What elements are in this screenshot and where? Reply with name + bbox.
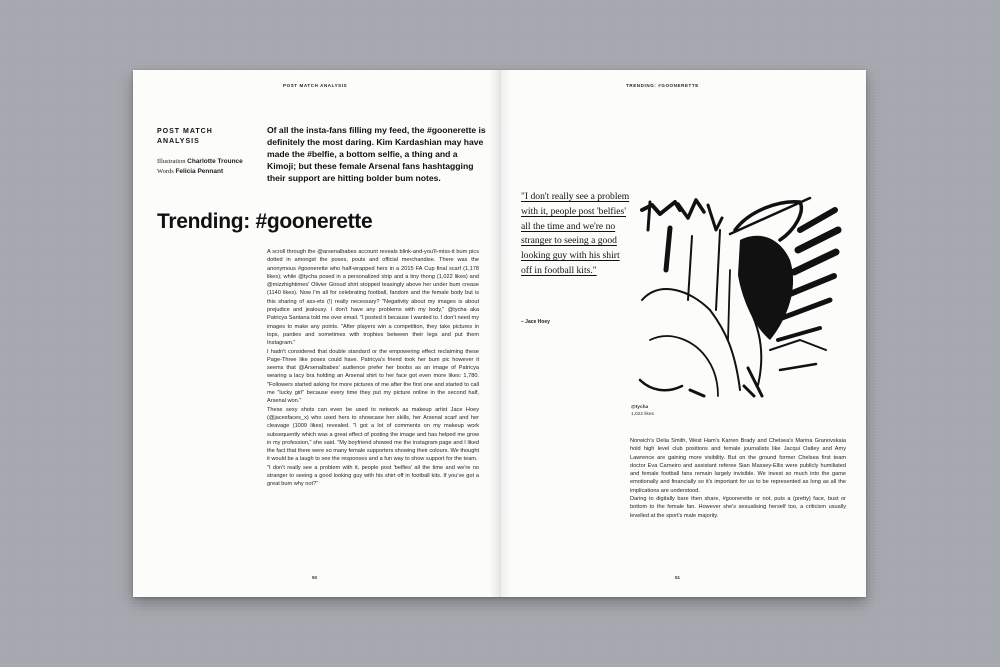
section-label: POST MATCH ANALYSIS bbox=[157, 128, 213, 145]
pull-quote-text: "I don't really see a problem with it, people post 'belfies' all the time and we're no stranger to seeing a good looking guy with his shirt off in football kits." bbox=[521, 191, 630, 276]
running-head-right: TRENDING: #GOONERETTE bbox=[626, 83, 699, 88]
page-number-right: 51 bbox=[675, 575, 681, 580]
body-paragraph: These sexy shots can even be used to network as makeup artist Jace Hoey (@jacesfaces_x) who used hers to showcase her skills, her Arsenal scarf and her cleavage (1009 likes) revealed. "I got a lot of comments on my makeup work subsequently which was a great effect of posting the image and has helped me grow in my profession," she said. "My boyfriend showed me the instagram page and I liked the fact that there were so many female supporters showing their colours. We thought it would be a laugh to see the responses and a fun way to show support for the team. bbox=[267, 406, 479, 463]
body-paragraph: Daring to digitally bare then share, #goonerette or not, puts a (pretty) face, bust or bottom to the female fan. However she's sexualising herself too, a criticism usually levelled at the sport's male majority. bbox=[630, 496, 846, 519]
brush-illustration bbox=[630, 190, 842, 400]
words-credit bbox=[157, 167, 243, 177]
writer-name: Felicia Pennant bbox=[175, 168, 224, 175]
quote-attribution: – Jace Hoey bbox=[521, 319, 550, 325]
right-page bbox=[499, 70, 866, 597]
spine-gutter bbox=[489, 70, 511, 597]
magazine-spread bbox=[133, 70, 866, 597]
left-body-column bbox=[267, 248, 479, 489]
body-paragraph: A scroll through the @arsenalbabes account reveals blink-and-you'll-miss-it bum pics dotted in amongst the poses, pouts and official merchandise. There was the anonymous #goonerette who half-wrapped hers in a 2015 FA Cup final scarf (1,178 likes); while @tycha posed in a personalized strip and a tiny thong (1,022 likes) and @mizzhightimes' Olivier Giroud shirt stopped teasingly above her under bum crease (1140 likes). Now I'm all for celebrating football, fandom and the female body but is this sharing of ass-ets (!) really necessary? "Negativity about my images is about prejudice and jealousy. I don't have any problems with my body," @tycha aka Patricya Santana told me over email. "I posted it because I wanted to. I don't need my images to make any points. "After players win a competition, they take pictures in tops, panties and sometimes with trophies between their legs and put them Instagram." bbox=[267, 249, 480, 347]
left-page bbox=[133, 70, 499, 597]
illustrator-name: Charlotte Trounce bbox=[187, 158, 243, 165]
image-caption bbox=[631, 405, 654, 418]
words-label: Words bbox=[157, 168, 174, 175]
body-paragraph: I hadn't considered that double standard or the empowering effect reclaiming these Page-Three like poses could have. Patricya's friend took her bum pic however it seems that @Arsenalbabes' audience prefer her boobs as an image of Patricya wearing a lacy bra holding an Arsenal shirt to her face got even more likes: 1,780. "Followers started asking for more pictures of me after the first one and started to call me "lucky girl" because every time they put my picture online in the second half, Arsenal won." bbox=[267, 348, 479, 405]
caption-likes: 1,022 likes bbox=[631, 411, 654, 417]
article-headline: Trending: #goonerette bbox=[157, 210, 373, 233]
page-number-left: 50 bbox=[312, 575, 318, 580]
illustration-credit bbox=[157, 157, 243, 167]
caption-handle: @tycha bbox=[631, 405, 649, 410]
running-head-left: POST MATCH ANALYSIS bbox=[283, 83, 348, 88]
right-body-column bbox=[630, 437, 846, 520]
body-paragraph: "I don't really see a problem with it, people post 'belfies' all the time and we're no stranger to seeing a good looking guy with his shirt off in football kits. If you've got a great bum why not?" bbox=[267, 464, 479, 488]
standfirst: Of all the insta-fans filling my feed, the #goonerette is definitely the most daring. Kim Kardashian may have made the #belfie, a bottom selfie, a thing and a Kimoji; but these female Arsenal fans hashtagging their support are hitting bolder bum notes. bbox=[267, 125, 486, 183]
credits bbox=[157, 157, 243, 177]
pull-quote bbox=[521, 190, 633, 279]
body-paragraph: Norwich's Delia Smith, West Ham's Karren Brady and Chelsea's Marina Granovskaia hold high level club positions and female journalists like Jacqui Oatley and Amy Lawrence are gaining more visibility. But on the ground former Chelsea first team doctor Eva Carneiro and assistant referee Sian Massey-Ellis were publicly humiliated and female football fans remain largely invisible. We invest so much into the game emotionally and financially so it's important for us to be represented as long as all the implications are understood. bbox=[630, 438, 846, 494]
illustration-label: Illustration bbox=[157, 158, 186, 165]
